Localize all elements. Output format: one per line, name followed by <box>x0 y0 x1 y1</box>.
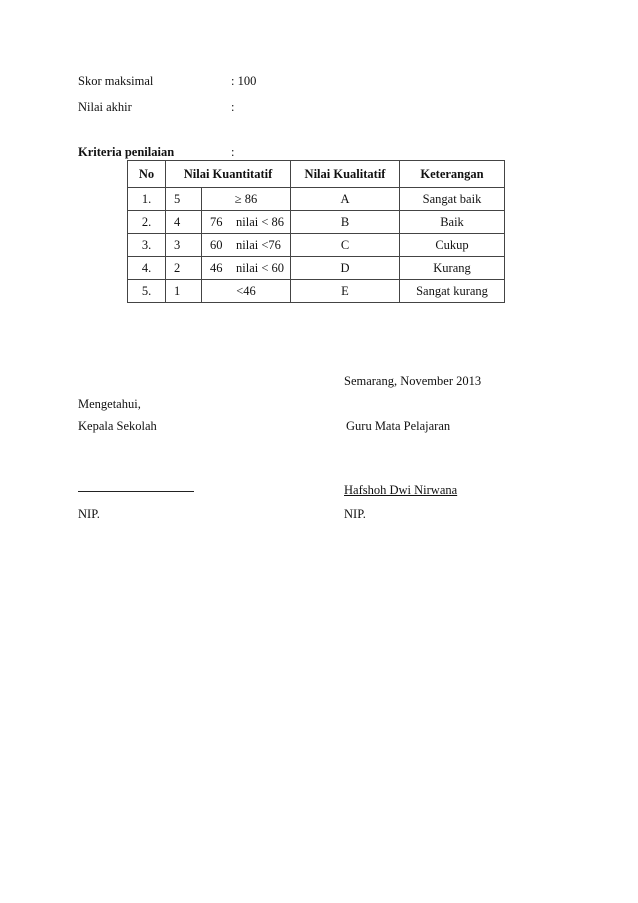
range-value: nilai < 60 <box>236 260 285 275</box>
skor-maksimal-value: : 100 <box>231 74 257 88</box>
table-row <box>128 211 505 234</box>
table-row <box>128 188 505 211</box>
cell-range <box>202 188 291 211</box>
cell-kualitatif: B <box>291 211 400 234</box>
nilai-akhir-value: : <box>231 100 235 114</box>
range-value: <46 <box>236 283 256 298</box>
header-no: No <box>128 161 166 188</box>
nilai-akhir-label: Nilai akhir <box>78 100 132 114</box>
range-lower: 76 <box>210 214 223 229</box>
cell-score: 1 <box>166 280 202 303</box>
cell-no: 1. <box>128 188 166 211</box>
cell-kualitatif: D <box>291 257 400 280</box>
table-row <box>128 280 505 303</box>
cell-range <box>202 257 291 280</box>
table-header-row <box>128 161 505 188</box>
cell-range <box>202 280 291 303</box>
cell-score: 4 <box>166 211 202 234</box>
header-kuantitatif: Nilai Kuantitatif <box>166 161 291 188</box>
header-kualitatif: Nilai Kualitatif <box>291 161 400 188</box>
cell-keterangan: Kurang <box>400 257 505 280</box>
cell-score: 3 <box>166 234 202 257</box>
cell-keterangan: Sangat kurang <box>400 280 505 303</box>
cell-keterangan: Sangat baik <box>400 188 505 211</box>
cell-range <box>202 211 291 234</box>
cell-keterangan: Baik <box>400 211 505 234</box>
range-lower: 46 <box>210 260 223 275</box>
skor-maksimal-label: Skor maksimal <box>78 74 154 88</box>
cell-no: 3. <box>128 234 166 257</box>
kriteria-penilaian-value: : <box>231 145 235 159</box>
mengetahui-text: Mengetahui, <box>78 397 141 411</box>
cell-no: 4. <box>128 257 166 280</box>
teacher-name: Hafshoh Dwi Nirwana <box>344 483 458 497</box>
kepala-sekolah-title: Kepala Sekolah <box>78 419 157 433</box>
range-lower: 60 <box>210 237 223 252</box>
range-value: nilai < 86 <box>236 214 285 229</box>
range-value: ≥ 86 <box>234 191 258 206</box>
table-row <box>128 257 505 280</box>
cell-score: 5 <box>166 188 202 211</box>
guru-mapel-title: Guru Mata Pelajaran <box>346 419 451 433</box>
kriteria-penilaian-label: Kriteria penilaian <box>78 145 175 159</box>
cell-kualitatif: C <box>291 234 400 257</box>
cell-no: 2. <box>128 211 166 234</box>
header-keterangan: Keterangan <box>400 161 505 188</box>
place-date: Semarang, November 2013 <box>344 374 482 388</box>
signature-line <box>78 491 194 492</box>
table-row <box>128 234 505 257</box>
cell-range <box>202 234 291 257</box>
cell-no: 5. <box>128 280 166 303</box>
range-value: nilai <76 <box>236 237 281 252</box>
right-nip: NIP. <box>344 507 366 521</box>
cell-kualitatif: A <box>291 188 400 211</box>
cell-keterangan: Cukup <box>400 234 505 257</box>
cell-kualitatif: E <box>291 280 400 303</box>
cell-score: 2 <box>166 257 202 280</box>
left-nip: NIP. <box>78 507 100 521</box>
kriteria-table <box>127 160 505 303</box>
